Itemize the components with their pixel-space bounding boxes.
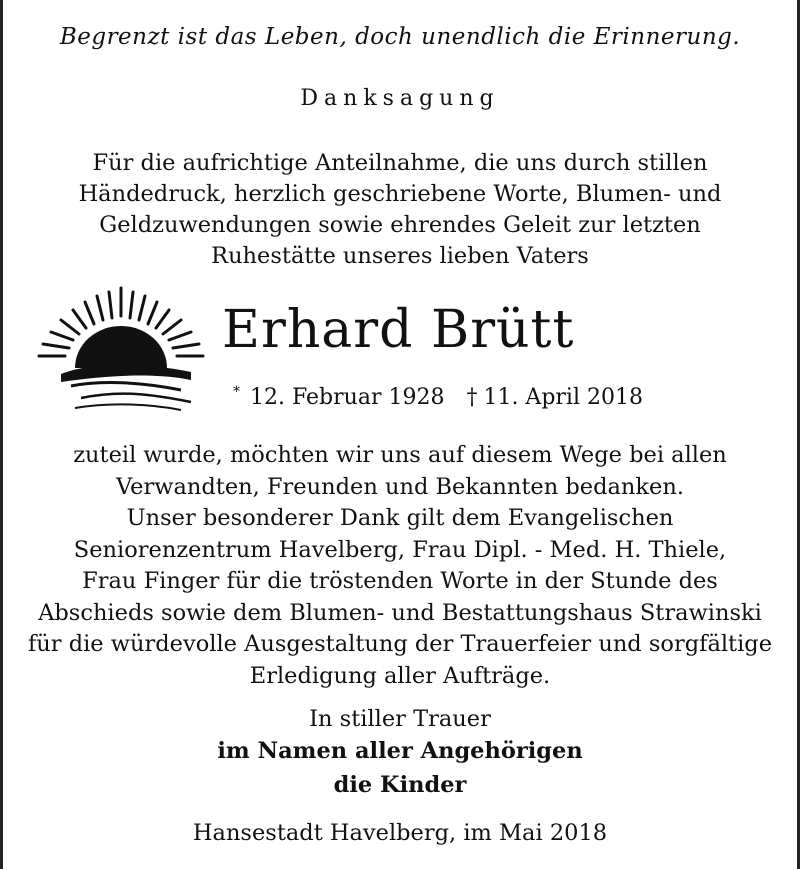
intro-line: Ruhestätte unseres lieben Vaters bbox=[211, 243, 589, 269]
body-line: Abschieds sowie dem Blumen- und Bestattungshaus Strawinski bbox=[38, 599, 762, 626]
death-date: 11. April 2018 bbox=[483, 385, 643, 410]
intro-line: Händedruck, herzlich geschriebene Worte, Blumen- und bbox=[78, 181, 722, 207]
body-line: Verwandten, Freunden und Bekannten bedanken. bbox=[115, 473, 685, 500]
intro-line: Geldzuwendungen sowie ehrendes Geleit zur letzten bbox=[99, 212, 701, 238]
life-dates bbox=[233, 384, 643, 410]
body-line: Frau Finger für die tröstenden Worte in der Stunde des bbox=[82, 568, 718, 594]
sunset-over-hills-icon bbox=[31, 282, 211, 414]
body-text bbox=[3, 440, 797, 692]
body-line: Erledigung aller Aufträge. bbox=[249, 662, 551, 689]
body-line: zuteil wurde, möchten wir uns auf diesem Wege bei allen bbox=[73, 442, 727, 468]
closing-relatives: im Namen aller Angehörigen bbox=[217, 738, 583, 764]
closing-mourning: In stiller Trauer bbox=[309, 706, 491, 732]
intro-text bbox=[3, 148, 797, 272]
body-line: Seniorenzentrum Havelberg, Frau Dipl. - Med. H. Thiele, bbox=[73, 536, 727, 563]
birth-symbol: * bbox=[233, 384, 240, 400]
deceased-name: Erhard Brütt bbox=[222, 300, 575, 360]
motto: Begrenzt ist das Leben, doch unendlich die Erinnerung. bbox=[59, 24, 741, 50]
birth-date: 12. Februar 1928 bbox=[250, 385, 445, 410]
body-line: Unser besonderer Dank gilt dem Evangelischen bbox=[126, 505, 674, 531]
place-and-date: Hansestadt Havelberg, im Mai 2018 bbox=[192, 820, 608, 846]
body-line: für die würdevolle Ausgestaltung der Trauerfeier und sorgfältige bbox=[27, 631, 773, 657]
heading: Danksagung bbox=[300, 86, 500, 111]
closing-children: die Kinder bbox=[333, 772, 467, 798]
death-symbol: † bbox=[466, 385, 478, 410]
intro-line: Für die aufrichtige Anteilnahme, die uns durch stillen bbox=[92, 150, 708, 176]
